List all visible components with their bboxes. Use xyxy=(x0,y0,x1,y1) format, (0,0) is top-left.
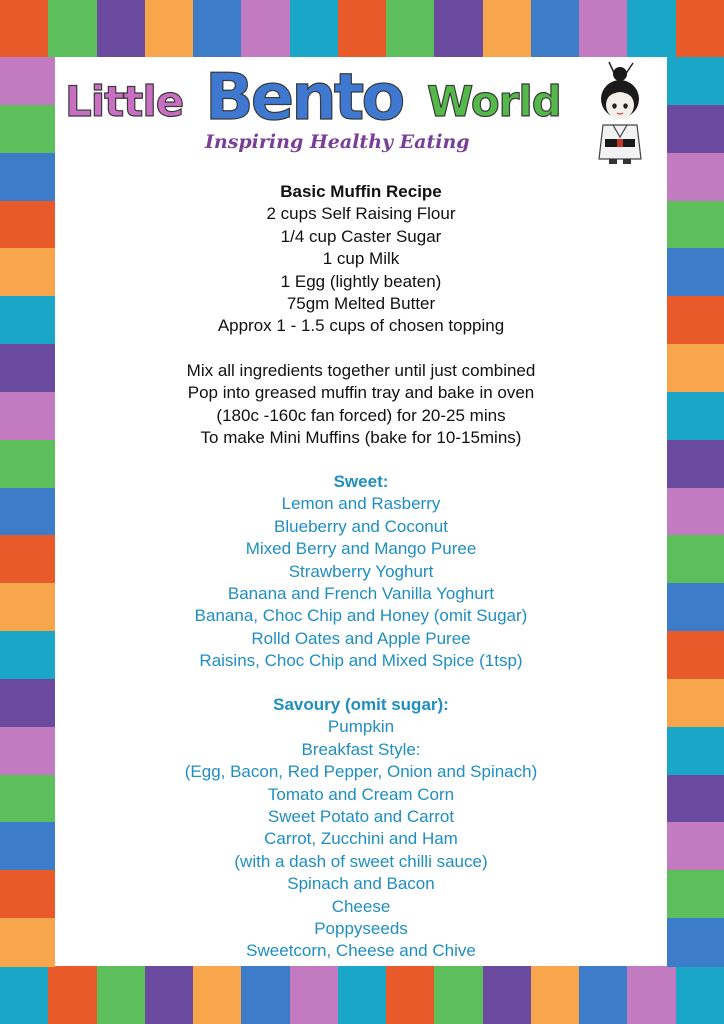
border-color-block xyxy=(145,966,195,1024)
recipe-card xyxy=(55,57,667,966)
border-color-block xyxy=(0,153,55,202)
border-color-block xyxy=(0,679,55,728)
border-color-block xyxy=(97,0,147,57)
border-color-block xyxy=(667,583,724,632)
border-color-block xyxy=(667,440,724,489)
ingredient-item: 1/4 cup Caster Sugar xyxy=(280,226,442,246)
border-color-block xyxy=(193,0,243,57)
border-color-block xyxy=(434,966,484,1024)
border-color-block xyxy=(0,918,55,967)
border-color-block xyxy=(0,201,55,250)
method-line: Pop into greased muffin tray and bake in oven xyxy=(187,383,535,403)
sweet-heading: Sweet: xyxy=(333,472,389,491)
border-color-block xyxy=(290,966,340,1024)
border-color-block xyxy=(667,57,724,106)
ingredient-item: 2 cups Self Raising Flour xyxy=(266,204,456,224)
border-color-block xyxy=(667,679,724,728)
savoury-item: Cheese xyxy=(331,896,391,916)
sweet-item: Mixed Berry and Mango Puree xyxy=(245,539,477,559)
border-color-block xyxy=(667,918,724,967)
method-line: To make Mini Muffins (bake for 10-15mins) xyxy=(200,428,522,448)
border-color-block xyxy=(667,248,724,297)
ingredient-item: Approx 1 - 1.5 cups of chosen topping xyxy=(217,316,505,336)
border-color-block xyxy=(0,488,55,537)
savoury-item: (with a dash of sweet chilli sauce) xyxy=(234,851,488,871)
border-color-block xyxy=(386,0,436,57)
savoury-heading: Savoury (omit sugar): xyxy=(273,695,449,714)
border-color-block xyxy=(0,344,55,393)
sweet-item: Raisins, Choc Chip and Mixed Spice (1tsp) xyxy=(199,651,523,671)
border-color-block xyxy=(0,727,55,776)
savoury-item: Sweetcorn, Cheese and Chive xyxy=(246,941,476,961)
border-color-block xyxy=(0,248,55,297)
border-color-block xyxy=(338,966,388,1024)
border-color-block xyxy=(48,966,98,1024)
border-color-block xyxy=(0,535,55,584)
method-line: Mix all ingredients together until just combined xyxy=(186,361,536,380)
border-color-block xyxy=(290,0,340,57)
savoury-item: Sweet Potato and Carrot xyxy=(267,807,455,826)
border-color-block xyxy=(667,535,724,584)
border-color-block xyxy=(0,870,55,919)
border-color-block xyxy=(0,440,55,489)
border-color-block xyxy=(667,775,724,824)
border-color-block xyxy=(0,57,55,106)
border-color-block xyxy=(676,0,724,57)
sweet-item: Blueberry and Coconut xyxy=(274,516,448,536)
kimono-girl-mascot-icon xyxy=(585,59,655,169)
recipe-title: Basic Muffin Recipe xyxy=(280,182,442,201)
logo-word-bento: Bento xyxy=(205,61,403,135)
border-color-block xyxy=(0,583,55,632)
sweet-item: Banana and French Vanilla Yoghurt xyxy=(227,584,495,603)
border-color-block xyxy=(0,822,55,871)
savoury-item: Tomato and Cream Corn xyxy=(267,784,455,804)
border-color-block xyxy=(386,966,436,1024)
border-color-block xyxy=(667,727,724,776)
border-color-block xyxy=(667,822,724,871)
border-color-block xyxy=(97,966,147,1024)
border-color-block xyxy=(667,153,724,202)
border-color-block xyxy=(0,0,50,57)
border-color-block xyxy=(627,966,677,1024)
border-color-block xyxy=(667,201,724,250)
savoury-item: Poppyseeds xyxy=(314,919,408,938)
ingredient-item: 1 cup Milk xyxy=(322,249,400,269)
border-color-block xyxy=(667,105,724,154)
savoury-item: Spinach and Bacon xyxy=(287,874,435,894)
savoury-item: Carrot, Zucchini and Ham xyxy=(264,829,458,849)
border-color-block xyxy=(0,392,55,441)
border-color-block xyxy=(434,0,484,57)
logo-word-world: World xyxy=(427,77,561,126)
border-color-block xyxy=(48,0,98,57)
border-color-block xyxy=(193,966,243,1024)
border-color-block xyxy=(531,0,581,57)
border-color-block xyxy=(579,966,629,1024)
border-color-block xyxy=(667,344,724,393)
border-color-block xyxy=(145,0,195,57)
method-line: (180c -160c fan forced) for 20-25 mins xyxy=(216,405,506,425)
sweet-item: Strawberry Yoghurt xyxy=(288,561,434,581)
border-color-block xyxy=(0,966,50,1024)
border-color-block xyxy=(667,870,724,919)
border-color-block xyxy=(483,0,533,57)
border-color-block xyxy=(0,631,55,680)
border-color-block xyxy=(0,296,55,345)
border-color-block xyxy=(241,966,291,1024)
savoury-item: Breakfast Style: xyxy=(301,739,421,759)
border-color-block xyxy=(241,0,291,57)
border-color-block xyxy=(676,966,724,1024)
border-color-block xyxy=(531,966,581,1024)
border-color-block xyxy=(667,296,724,345)
logo-word-little: Little xyxy=(65,77,184,126)
sweet-item: Lemon and Rasberry xyxy=(281,494,441,514)
savoury-item: Pumpkin xyxy=(327,717,395,737)
border-color-block xyxy=(667,392,724,441)
border-color-block xyxy=(579,0,629,57)
sweet-item: Rolld Oates and Apple Puree xyxy=(251,628,471,648)
border-color-block xyxy=(667,631,724,680)
border-color-block xyxy=(667,488,724,537)
savoury-item: (Egg, Bacon, Red Pepper, Onion and Spinach) xyxy=(184,762,538,782)
tagline: Inspiring Healthy Eating xyxy=(205,131,470,153)
border-color-block xyxy=(0,775,55,824)
ingredient-item: 1 Egg (lightly beaten) xyxy=(280,271,442,291)
border-color-block xyxy=(338,0,388,57)
ingredient-item: 75gm Melted Butter xyxy=(286,294,436,313)
border-color-block xyxy=(483,966,533,1024)
border-color-block xyxy=(0,105,55,154)
border-color-block xyxy=(627,0,677,57)
sweet-item: Banana, Choc Chip and Honey (omit Sugar) xyxy=(194,606,528,626)
